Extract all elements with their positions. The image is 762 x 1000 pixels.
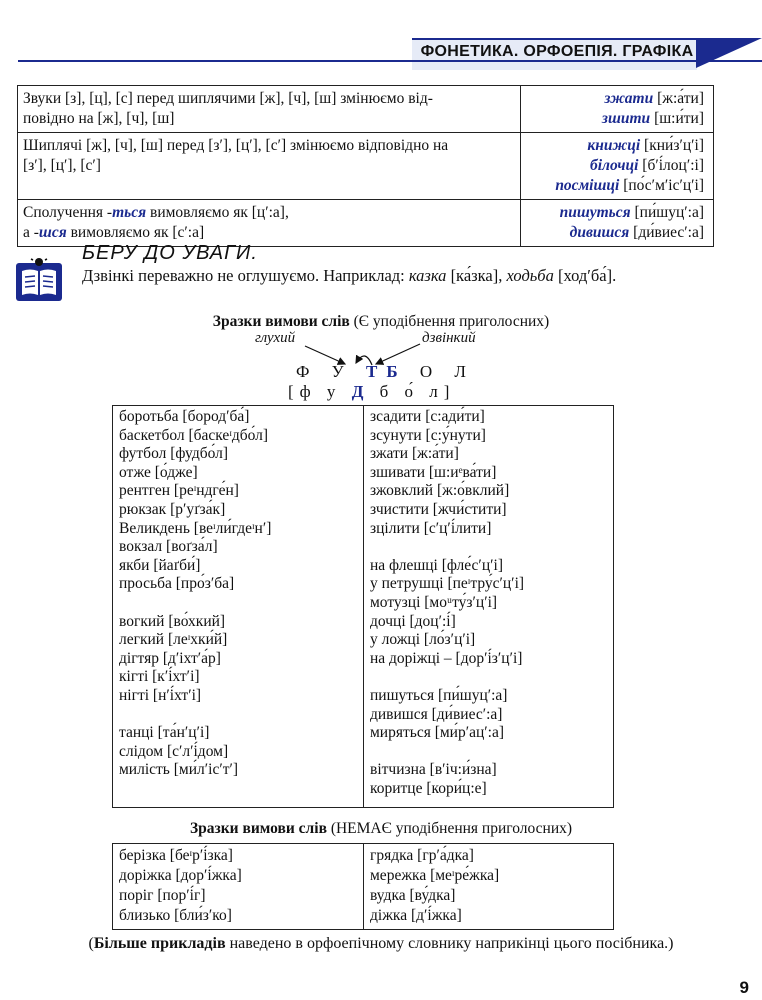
sample1-table [112, 405, 614, 808]
label-voiceless: глухий [255, 330, 296, 346]
word-entry: зцілити [с′ц′і́лити] [370, 519, 492, 537]
rule-text: [з′], [ц′], [с′] [23, 157, 101, 174]
spacer [370, 538, 607, 557]
word-entry: зчистити [жчи́стити] [370, 500, 507, 518]
word-entry: у петрушці [пеᶦтру́с′ц′і] [370, 575, 525, 593]
word-entry: діжка [д′і́жка] [370, 907, 462, 924]
footer-bold: Більше прикладів [93, 935, 226, 952]
note-example-word: казка [408, 266, 447, 285]
word-entry: мотузці [моᵘту́з′ц′і] [370, 593, 498, 611]
spacer [119, 594, 357, 613]
caption-bold: Зразки вимови слів [212, 313, 350, 330]
highlight-letter: Б [386, 362, 407, 381]
note-text-part: Дзвінкі переважно не оглушуємо. Наприклад: [82, 266, 409, 285]
word-entry: доріжка [дор′і́жка] [119, 867, 242, 884]
example-word: книжці [587, 137, 641, 154]
word-entry: футбол [фудбо́л] [119, 445, 229, 463]
word-letters: О Л [406, 362, 475, 381]
sample1-left-column [113, 406, 363, 807]
sample2-table [112, 843, 614, 930]
sample2-left-column [113, 844, 363, 929]
spacer [370, 668, 607, 687]
page-number: 9 [739, 978, 749, 997]
sample2-right-column [363, 844, 613, 929]
transcription-letters: б о́ л] [369, 382, 456, 401]
sample2-caption [0, 820, 762, 838]
word-entry: якби [йаґби́] [119, 556, 201, 574]
rule-text: Шиплячі [ж], [ч], [ш] перед [з′], [ц′], [с′] змінюємо відповідно на [23, 137, 449, 154]
word-letters: Ф У [296, 362, 366, 381]
example-transcription: [ж:а́ти] [657, 90, 704, 107]
footer-note [0, 935, 762, 953]
label-voiced: дзвінкий [422, 330, 476, 346]
word-entry: вогкий [во́хкий] [119, 612, 226, 630]
word-entry: дігтяр [д′іхт′а́р] [119, 649, 221, 667]
footer-part: ( [88, 935, 94, 952]
suffix-highlight: ться [112, 204, 147, 221]
caption-rest: (НЕМАЄ уподібнення приголосних) [326, 820, 573, 837]
word-entry: нігті [н′і́хт′і] [119, 686, 202, 704]
word-entry: вокзал [воґза́л] [119, 538, 218, 556]
rule-text: вимовляємо як [с′:а] [66, 224, 205, 241]
rule-text: повідно на [ж], [ч], [ш] [23, 110, 175, 127]
footer-part: наведено в орфоепічному словнику наприкінці цього посібника.) [225, 935, 674, 952]
word-entry: дочці [доц′:і́] [370, 612, 456, 630]
word-entry: на доріжці – [дор′і́з′ц′і] [370, 649, 523, 667]
word-entry: зсадити [с:ади́ти] [370, 408, 485, 425]
caption-rest: (Є уподібнення приголосних) [349, 313, 550, 330]
example-word: посмішці [555, 177, 620, 194]
word-entry: зжати [ж:а́ти] [370, 445, 459, 463]
example-transcription-futbol [288, 382, 455, 402]
note-title: БЕРУ ДО УВАГИ. [82, 242, 258, 264]
word-entry: кігті [к′і́хт′і] [119, 668, 200, 686]
word-entry: грядка [гр′а́дка] [370, 847, 474, 864]
word-entry: поріг [пор′і́г] [119, 887, 206, 904]
note-example-word: ходьба [506, 266, 554, 285]
note-text-part: [ход′ба́]. [553, 266, 617, 285]
highlight-letter: Т [365, 362, 387, 381]
rule-text: Сполучення - [23, 204, 113, 221]
word-entry: дивишся [ди́виес′:а] [370, 705, 503, 723]
spacer [119, 706, 357, 725]
example-word: зшити [601, 110, 651, 127]
example-transcription: [кни́з′ц′і] [644, 137, 704, 154]
suffix-highlight: шся [38, 224, 67, 241]
example-transcription: [б′і́лоц′:і] [642, 157, 704, 174]
word-entry: милість [ми́л′іс′т′] [119, 761, 239, 779]
example-transcription: [ди́виес′:а] [633, 224, 704, 241]
word-entry: зшивати [ш:иᵉва́ти] [370, 463, 497, 481]
word-entry: отже [о́дже] [119, 463, 198, 481]
word-entry: зсунути [с:у́нути] [370, 426, 486, 444]
word-entry: боротьба [бород′ба́] [119, 408, 250, 425]
word-entry: пишуться [пи́шуц′:а] [370, 686, 508, 704]
word-entry: легкий [леᶦхки́й] [119, 631, 228, 649]
word-entry: зжовклий [ж:о́вклий] [370, 482, 510, 500]
example-transcription: [ш:и́ти] [654, 110, 704, 127]
example-word: дивишся [569, 224, 630, 241]
word-entry: слідом [с′л′і́дом] [119, 742, 229, 760]
example-word: пишуться [559, 204, 631, 221]
word-entry: баскетбол [баске͏ᶦдбо́л] [119, 426, 269, 444]
highlight-letter: Д [351, 382, 370, 401]
word-entry: у ложці [ло́з′ц′і] [370, 631, 476, 649]
example-transcription: [пи́шуц′:а] [634, 204, 704, 221]
assimilation-arrows [0, 0, 762, 400]
word-entry: Великдень [веᶦли́гдеᶦн′] [119, 519, 272, 537]
rule-text: вимовляємо як [ц′:а], [146, 204, 289, 221]
word-entry: просьба [про́з′ба] [119, 575, 235, 593]
spacer [370, 743, 607, 762]
caption-bold: Зразки вимови слів [189, 820, 327, 837]
word-entry: рентген [реᶦндге́н] [119, 482, 239, 500]
rule-text: а - [23, 224, 39, 241]
example-word: зжати [604, 90, 654, 107]
rule-text: Звуки [з], [ц], [с] перед шиплячими [ж], [ч], [ш] змінюємо від- [23, 90, 433, 107]
word-entry: берізка [беᶦр′і́зка] [119, 847, 233, 864]
word-entry: на флешці [фле́с′ц′і] [370, 556, 503, 574]
transcription-letters: [ф у [288, 382, 352, 401]
word-entry: мережка [меᶦре́жка] [370, 867, 500, 884]
section-title: ФОНЕТИКА. ОРФОЕПІЯ. ГРАФІКА [420, 43, 694, 60]
word-entry: миряться [ми́р′ац′:а] [370, 724, 505, 742]
example-word-futbol [296, 362, 475, 382]
word-entry: близько [бли́з′ко] [119, 907, 232, 924]
word-entry: коритце [кори́ц:е] [370, 779, 487, 797]
note-text-part: [ка́зка], [446, 266, 507, 285]
word-entry: вудка [ву́дка] [370, 887, 456, 904]
example-word: білочці [590, 157, 639, 174]
sample1-right-column [363, 406, 613, 807]
word-entry: танці [та́н′ц′і] [119, 724, 210, 742]
word-entry: рюкзак [р′уґза́к] [119, 500, 226, 518]
word-entry: вітчизна [в′іч:и́зна] [370, 761, 497, 779]
example-transcription: [по́с′м′іс′ц′і] [623, 177, 704, 194]
